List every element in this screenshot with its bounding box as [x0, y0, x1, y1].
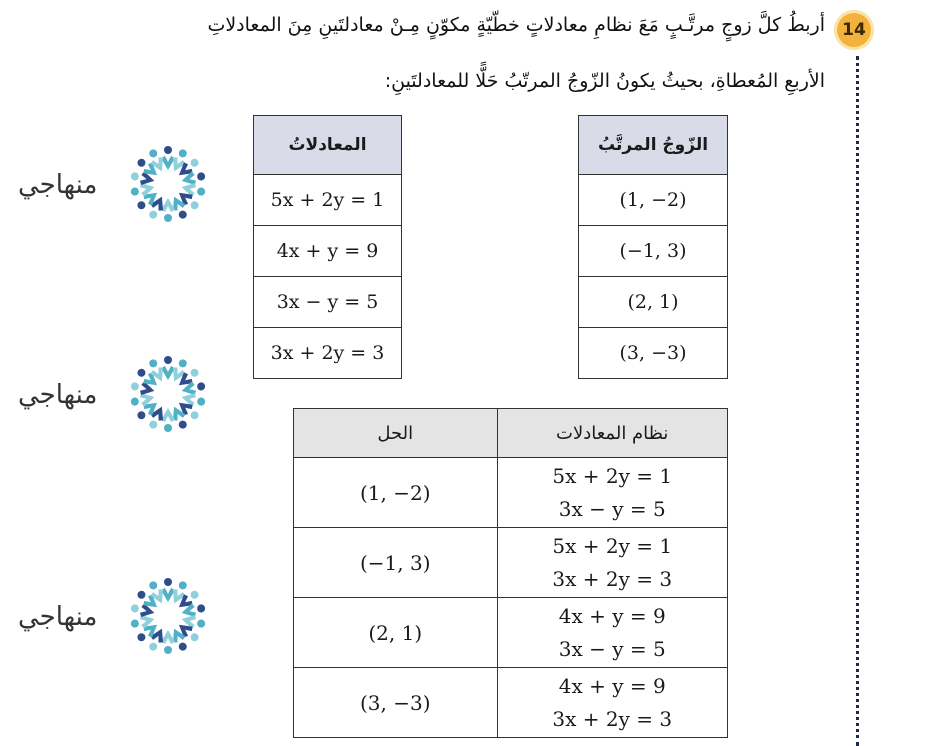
equations-header: المعادلاتُ [254, 116, 402, 175]
system-cell [497, 668, 728, 738]
pair-cell: (1, −2) [579, 175, 728, 226]
people-ring-icon [126, 574, 210, 658]
equations-table [253, 115, 402, 379]
answer-table [293, 408, 728, 738]
solution-cell: (3, −3) [294, 668, 498, 738]
question-text-line1: أربطُ كلَّ زوجٍ مرتَّـبٍ مَعَ نظامِ معادلاتٍ خطّيّةٍ مكوّنٍ مِـنْ معادلتَينِ مِنَ المعادلاتِ [207, 14, 825, 36]
figure-mark [161, 146, 175, 170]
ordered-pairs-table [578, 115, 728, 379]
watermark-logo [18, 142, 208, 232]
system-cell [497, 598, 728, 668]
system-cell [497, 528, 728, 598]
question-text-line2: الأربعِ المُعطاةِ، بحيثُ يكونُ الزّوجُ المرتّبُ حَلًّا للمعادلتَينِ: [384, 70, 825, 92]
answer-row [294, 598, 728, 668]
people-ring-icon [126, 142, 210, 226]
watermark-text: منهاجي [18, 170, 98, 200]
figure-mark [161, 198, 175, 222]
system-equation-2: 3x − y = 5 [558, 636, 666, 661]
equation-cell: 3x + 2y = 3 [254, 328, 402, 379]
system-equation-1: 4x + y = 9 [558, 603, 666, 628]
equation-cell: 4x + y = 9 [254, 226, 402, 277]
pair-cell: (3, −3) [579, 328, 728, 379]
pair-cell: (−1, 3) [579, 226, 728, 277]
watermark-logo [18, 352, 208, 442]
solution-cell: (−1, 3) [294, 528, 498, 598]
figure-mark [161, 578, 175, 602]
figure-mark [161, 408, 175, 432]
question-number-badge: 14 [834, 10, 874, 50]
watermark-text: منهاجي [18, 380, 98, 410]
solution-cell: (1, −2) [294, 458, 498, 528]
figure-mark [161, 630, 175, 654]
watermark-text: منهاجي [18, 602, 98, 632]
system-column-header: نظام المعادلات [497, 409, 728, 458]
answer-row [294, 668, 728, 738]
system-equation-2: 3x + 2y = 3 [552, 706, 673, 731]
people-ring-icon [126, 352, 210, 436]
solution-column-header: الحل [294, 409, 498, 458]
equation-cell: 5x + 2y = 1 [254, 175, 402, 226]
watermark-logo [18, 574, 208, 664]
answer-row [294, 528, 728, 598]
figure-mark [161, 356, 175, 380]
pair-cell: (2, 1) [579, 277, 728, 328]
pairs-header: الزّوجُ المرتَّبُ [579, 116, 728, 175]
equation-cell: 3x − y = 5 [254, 277, 402, 328]
system-equation-1: 4x + y = 9 [558, 673, 666, 698]
system-equation-2: 3x − y = 5 [558, 496, 666, 521]
solution-cell: (2, 1) [294, 598, 498, 668]
system-equation-1: 5x + 2y = 1 [552, 463, 673, 488]
dotted-margin-line [856, 56, 859, 746]
system-cell [497, 458, 728, 528]
system-equation-1: 5x + 2y = 1 [552, 533, 673, 558]
answer-row [294, 458, 728, 528]
system-equation-2: 3x + 2y = 3 [552, 566, 673, 591]
